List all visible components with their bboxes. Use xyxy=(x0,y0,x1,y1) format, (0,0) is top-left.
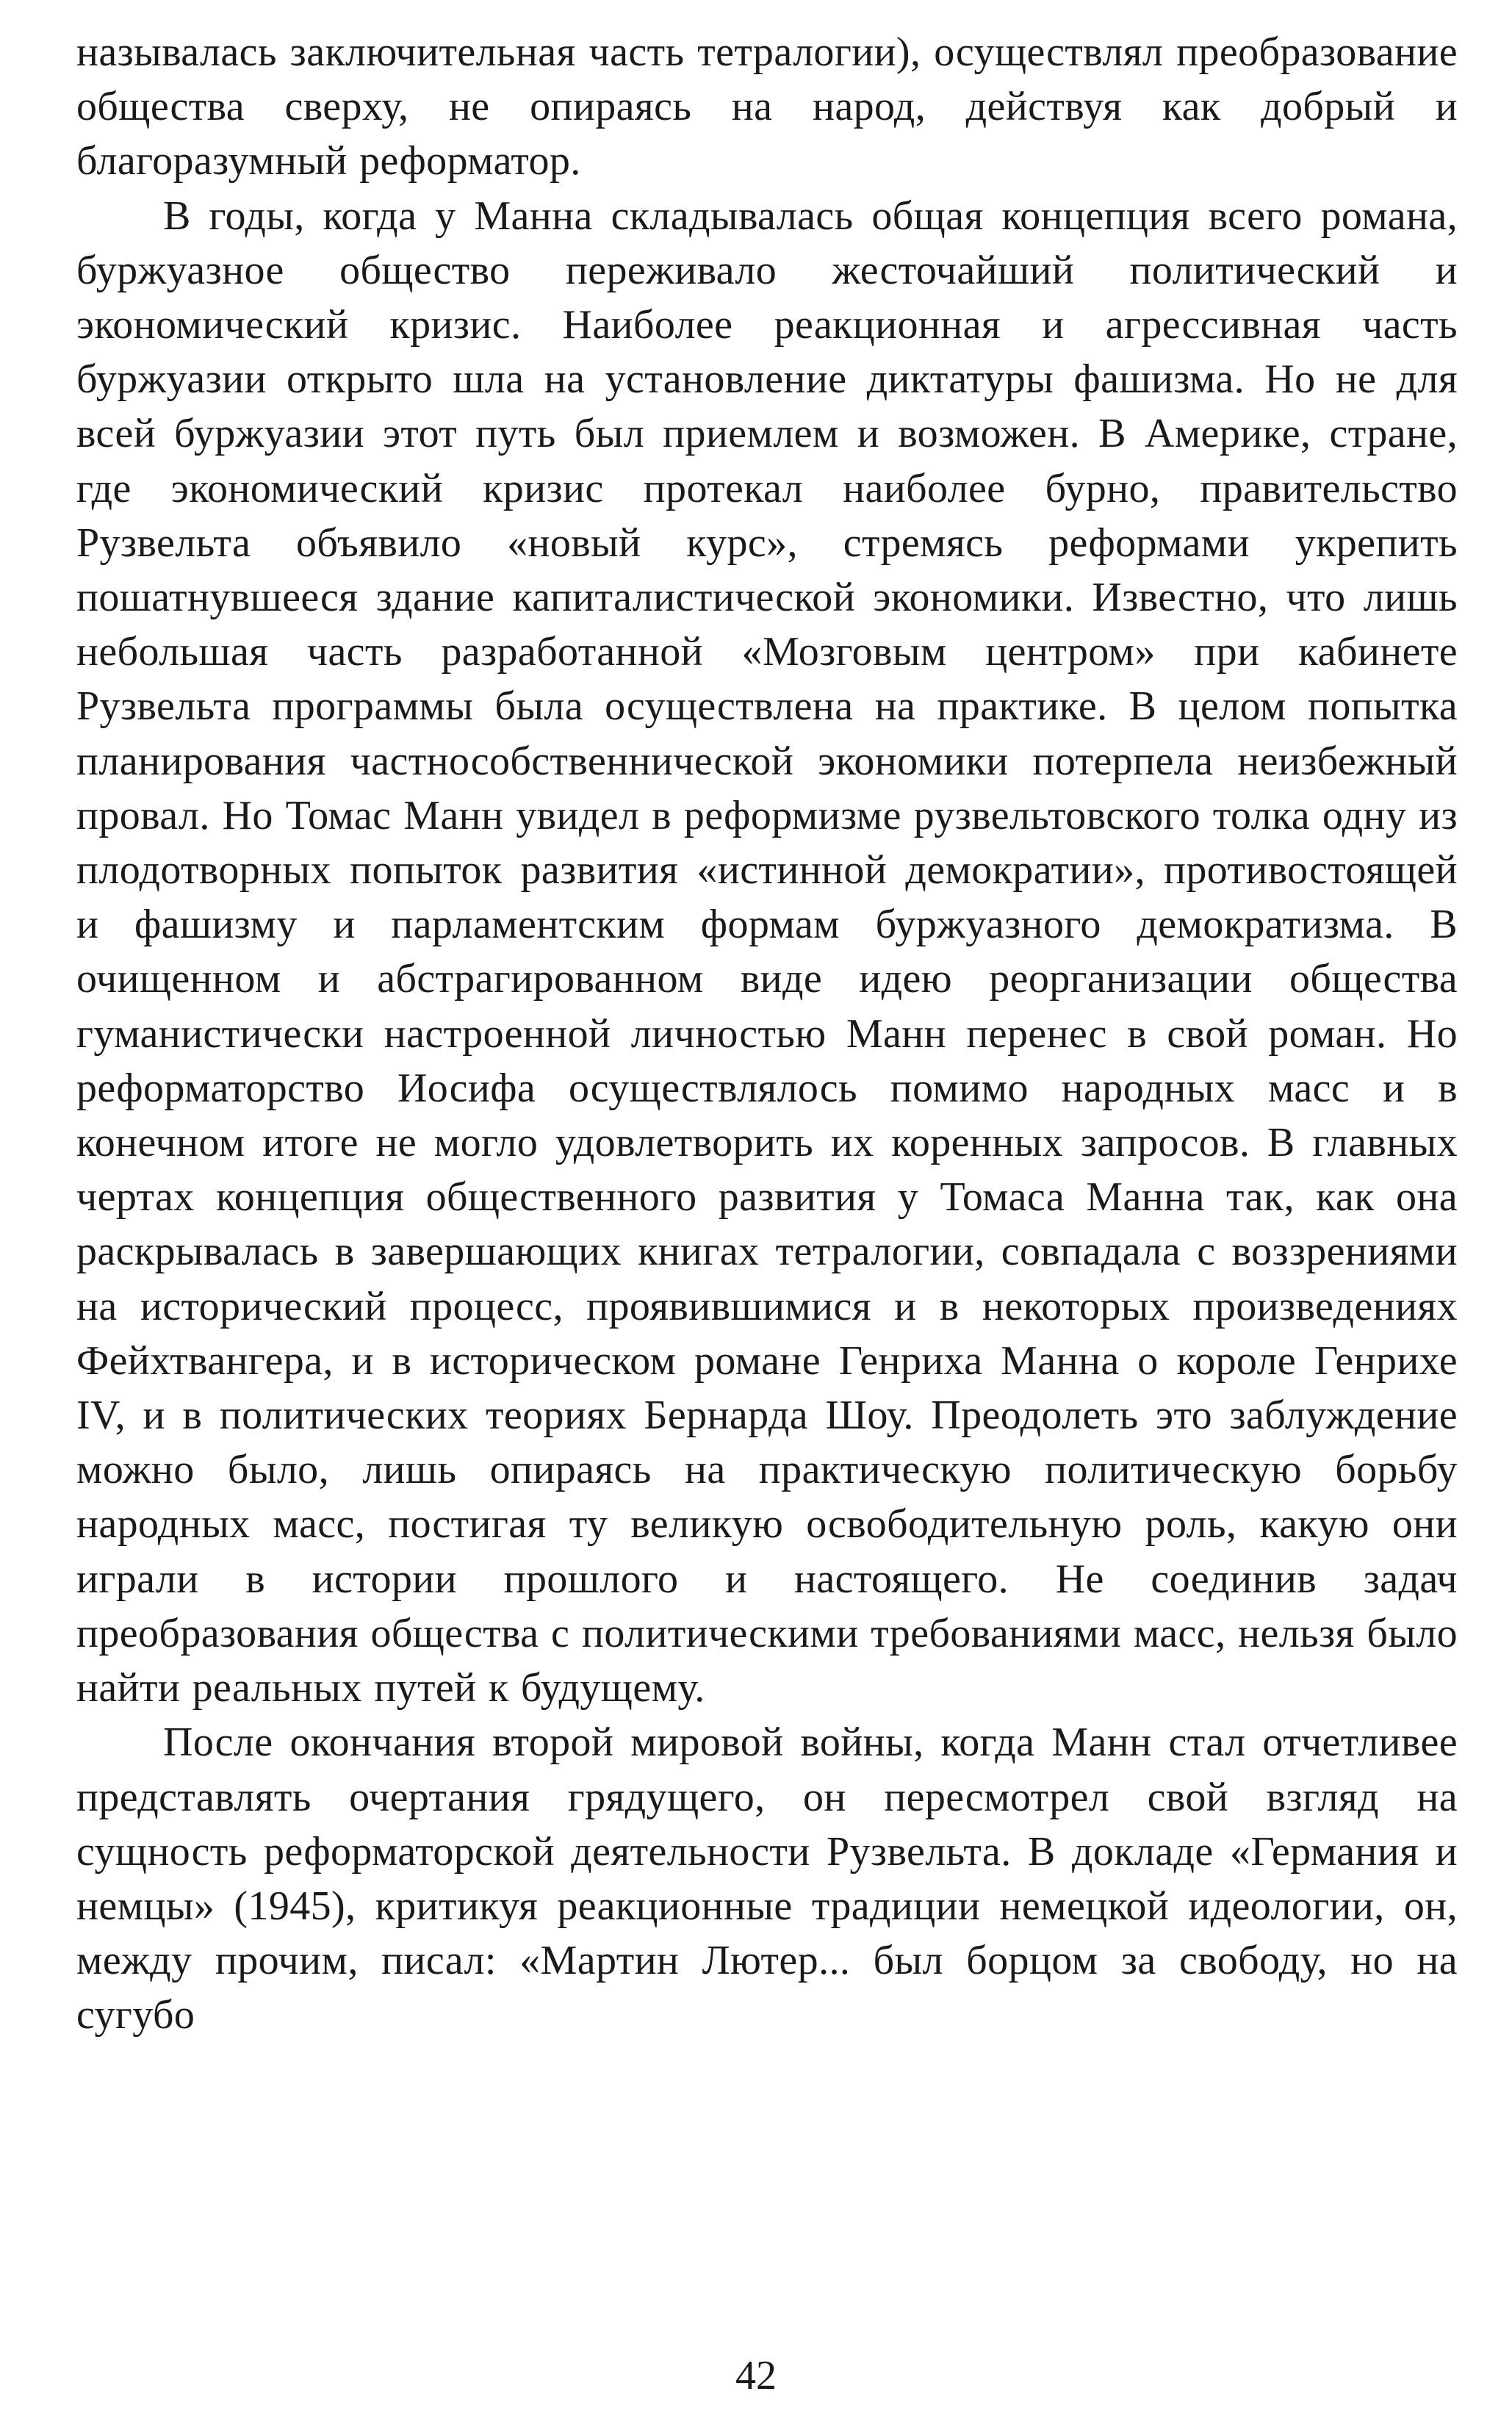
page-number: 42 xyxy=(735,2353,777,2398)
paragraph-roosevelt-reform: В годы, когда у Манна складывалась общая концепция всего романа, буржуазное общество переживало жесточайший политический и экономический кризис. Наиболее реакционная и агрессивная часть буржуазии открыто шла на установление диктатуры фашизма. Но не для всей буржуазии этот путь был приемлем и возможен. В Америке, стране, где экономический кризис протекал наиболее бурно, правительство Рузвельта объявило «новый курс», стремясь реформами укрепить пошатнувшееся здание капиталистической экономики. Известно, что лишь небольшая часть разработанной «Мозговым центром» при кабинете Рузвельта программы была осуществлена на практике. В целом попытка планирования частнособственнической экономики потерпела неизбежный провал. Но Томас Манн увидел в реформизме рузвельтовского толка одну из плодотворных попыток развития «истинной демократии», противостоящей и фашизму и парламентским формам буржуазного демократизма. В очищенном и абстрагированном виде идею реорганизации общества гуманистически настроенной личностью Манн перенес в свой роман. Но реформаторство Иосифа осуществлялось помимо народных масс и в конечном итоге не могло удовлетворить их коренных запросов. В главных чертах концепция общественного развития у Томаса Манна так, как она раскрывалась в завершающих книгах тетралогии, совпадала с воззрениями на исторический процесс, проявившимися и в некоторых произведениях Фейхтвангера, и в историческом романе Генриха Манна о короле Генрихе IV, и в политических теориях Бернарда Шоу. Преодолеть это заблуждение можно было, лишь опираясь на практическую политическую борьбу народных масс, постигая ту великую освободительную роль, какую они играли в истории прошлого и настоящего. Не соединив задач преобразования общества с политическими требованиями масс, нельзя было найти реальных путей к будущему. xyxy=(76,193,1458,1711)
page-body xyxy=(76,25,1458,2043)
paragraph-after-war: После окончания второй мировой войны, когда Манн стал отчетливее представлять очертания грядущего, он пересмотрел свой взгляд на сущность реформаторской деятельности Рузвельта. В докладе «Германия и немцы» (1945), критикуя реакционные традиции немецкой идеологии, он, между прочим, писал: «Мартин Лютер... был борцом за свободу, но на сугубо xyxy=(76,1719,1458,2038)
paragraph-continuation: называлась заключительная часть тетралогии), осуществлял преобразование общества сверху, не опираясь на народ, действуя как добрый и благоразумный реформатор. xyxy=(76,29,1458,184)
